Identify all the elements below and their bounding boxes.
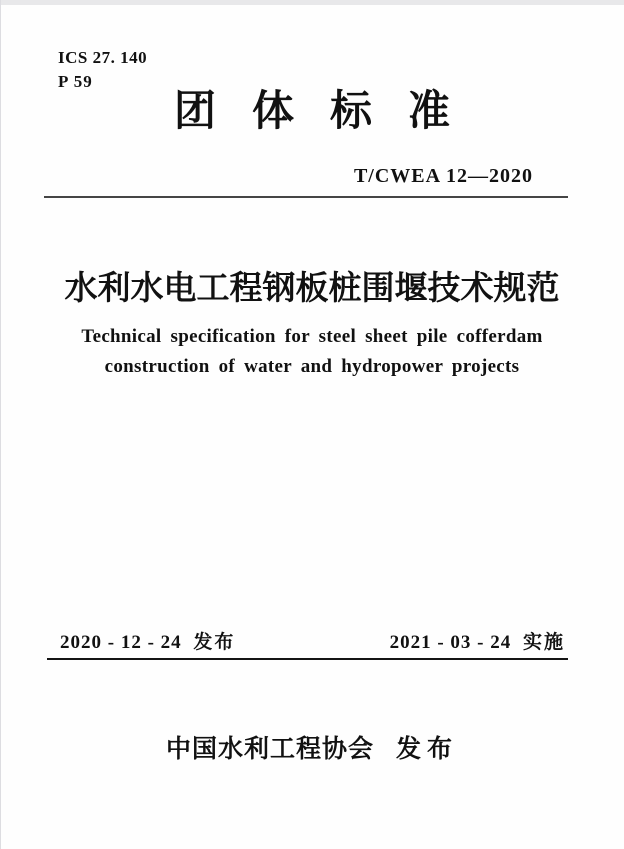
publisher-name: 中国水利工程协会 [165, 736, 374, 763]
publisher-row [0, 729, 624, 765]
issue-date: 2020 - 12 - 24 [60, 632, 182, 653]
document-title-en [0, 322, 624, 382]
issue-date-row [60, 627, 235, 654]
document-title-en-line2: construction of water and hydropower projects [104, 356, 520, 377]
scan-artifact-top-strip [0, 0, 624, 5]
implement-date-row [390, 627, 565, 654]
issue-date-label: 发布 [193, 632, 236, 653]
implement-date-label: 实施 [522, 632, 565, 653]
classification-code: P 59 [58, 72, 93, 91]
publisher-action-label: 发布 [396, 736, 459, 763]
document-title-zh: 水利水电工程钢板桩围堰技术规范 [64, 269, 560, 306]
implement-date: 2021 - 03 - 24 [389, 632, 512, 653]
standard-number: T/CWEA 12—2020 [353, 165, 533, 187]
horizontal-rule-top [44, 196, 568, 198]
standard-type-heading-wrap [0, 87, 624, 134]
title-zh-wrap [0, 269, 624, 307]
ics-code: ICS 27. 140 [58, 48, 148, 67]
standard-type-heading: 团体标准 [173, 87, 486, 134]
horizontal-rule-bottom [47, 658, 568, 660]
document-title-en-line1: Technical specification for steel sheet pile cofferdam [81, 326, 543, 347]
